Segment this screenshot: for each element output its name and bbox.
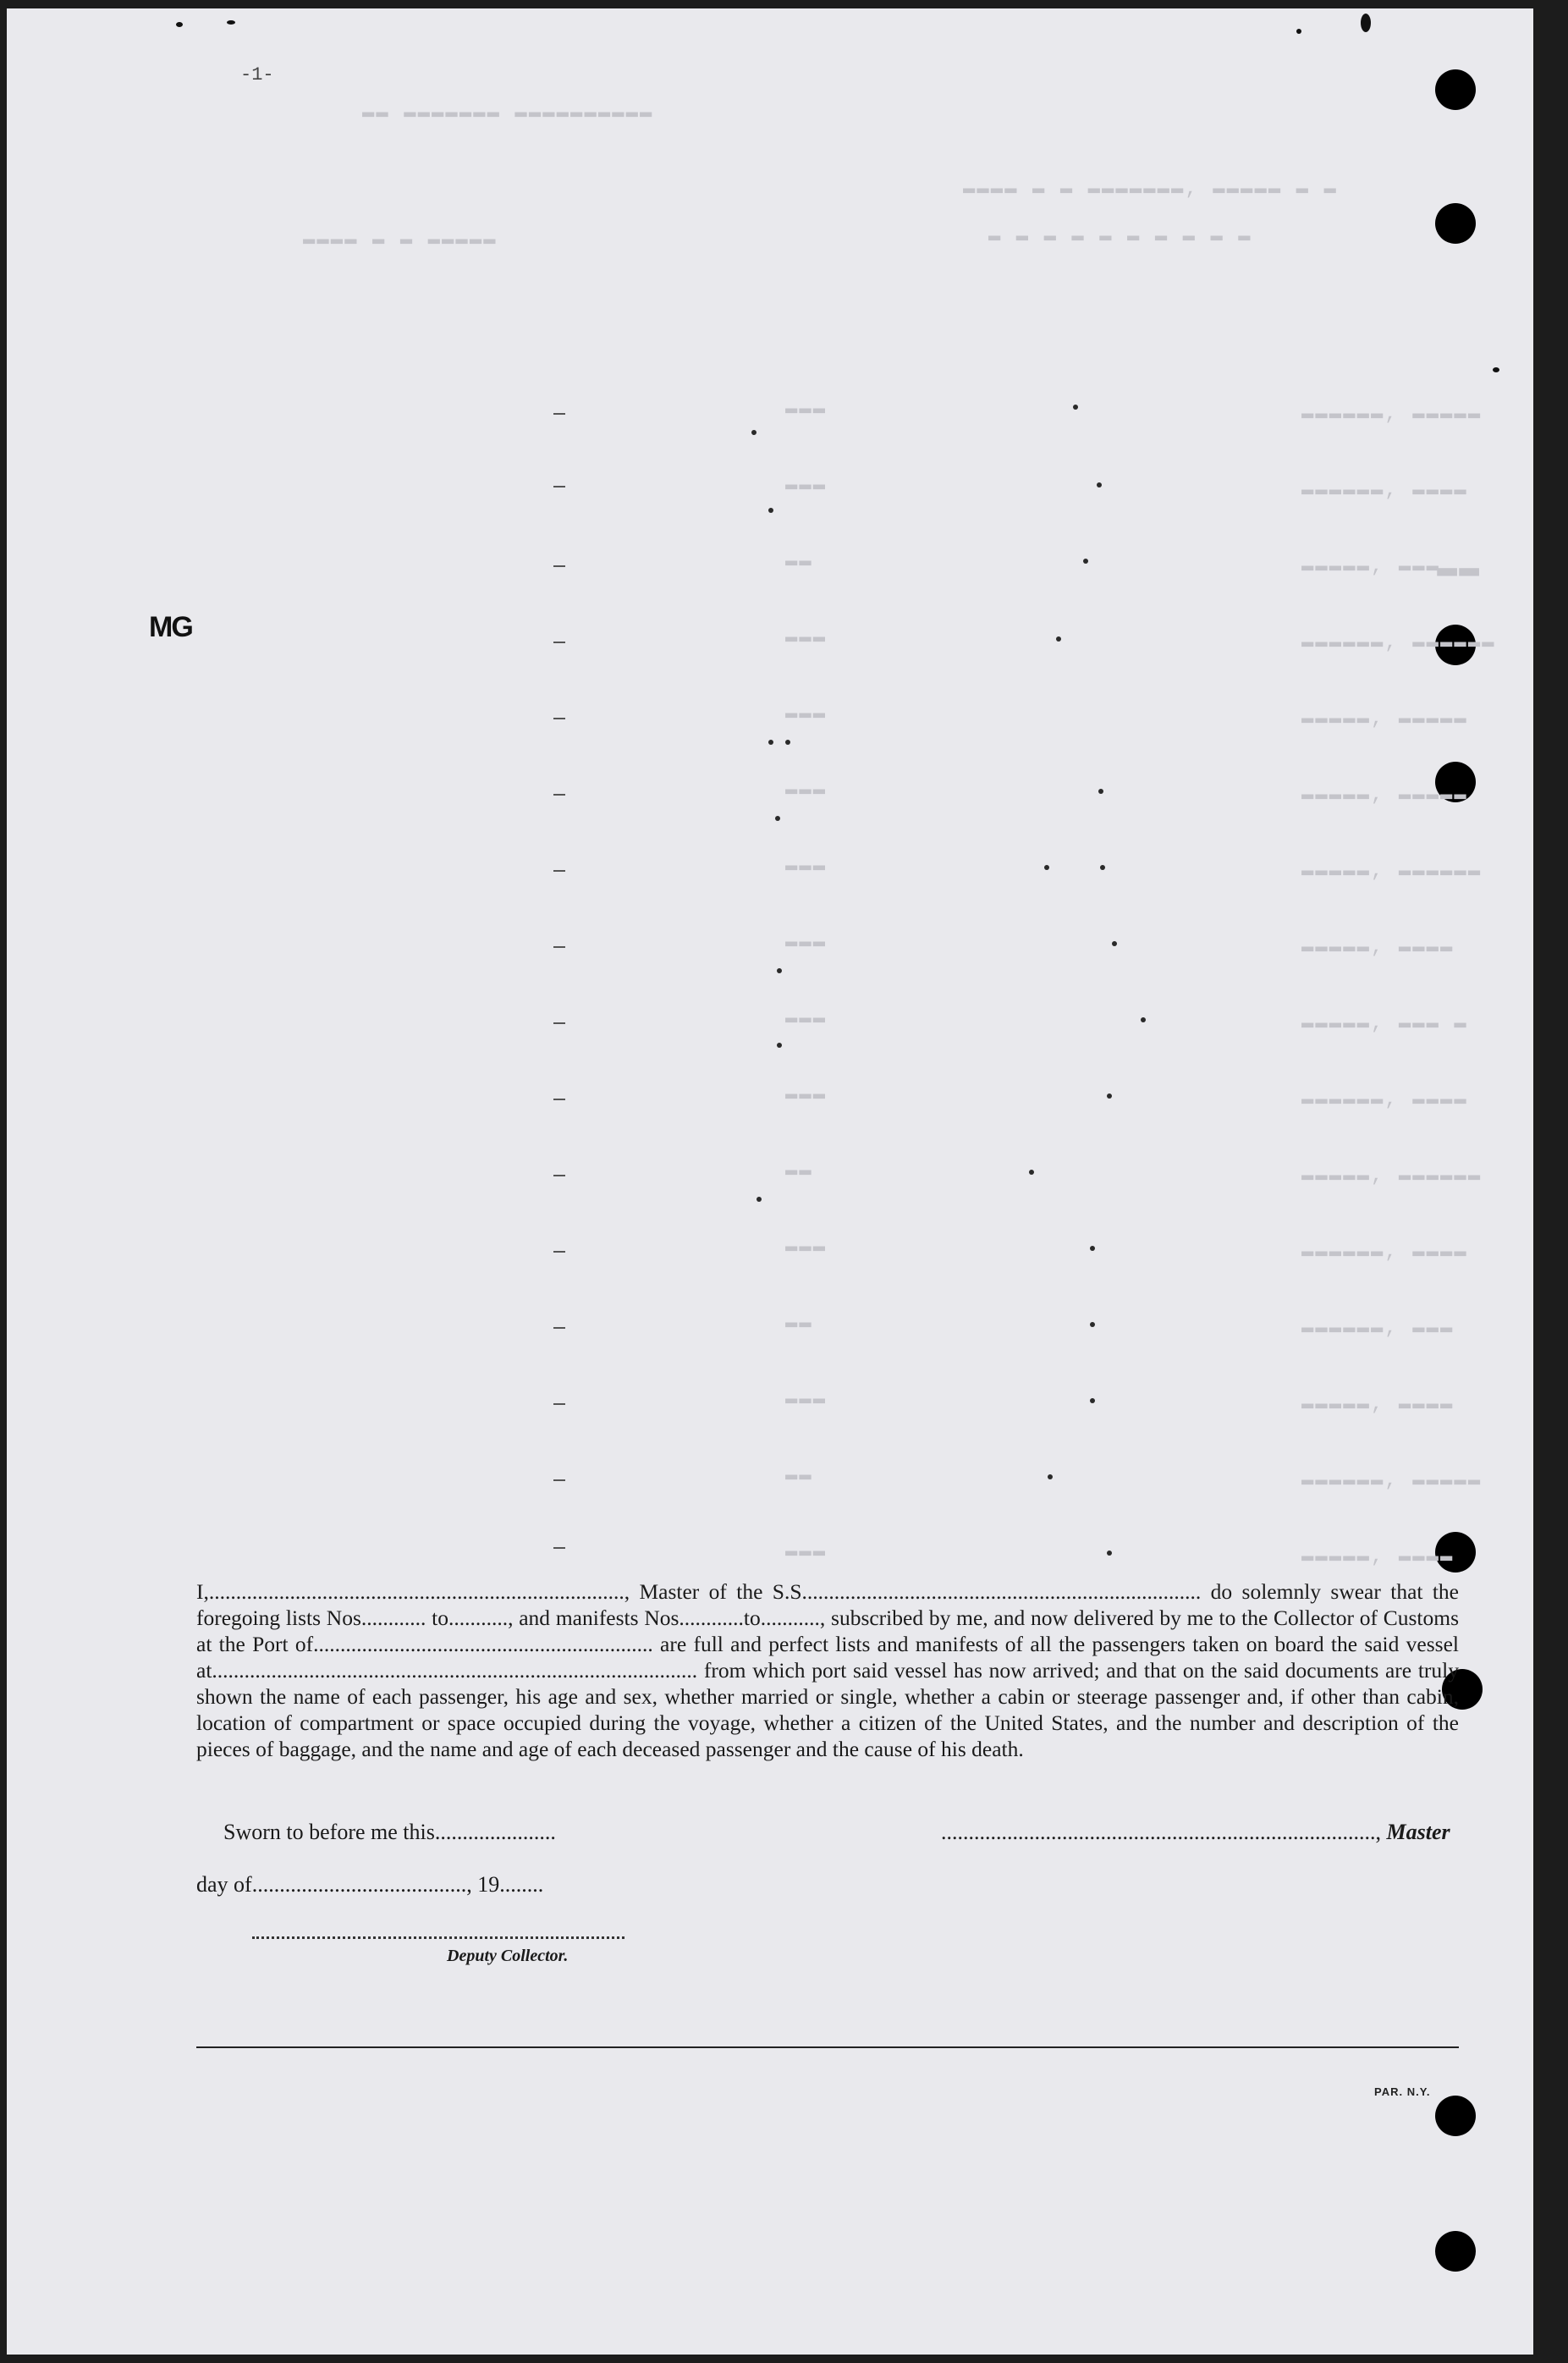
edge-speck: [1361, 14, 1371, 32]
ink-dot: [1107, 1093, 1112, 1099]
ghost-row: ▬▬▬▬▬, ▬▬▬▬: [1301, 936, 1455, 959]
ink-dot: [751, 430, 756, 435]
ink-dot: [1073, 405, 1078, 410]
oath-paragraph: I,............................................................................., Master of the S.S.......................................................................... do solemnly swear that the foregoing lists Nos............ to..........., and manifests Nos............to..........., subscribed by me, and now delivered by me to the Collector of Customs at the Port of............................................................... are full and perfect lists and manifests of all the passengers taken on board the said vessel at.......................................................................................... from which port said vessel has now arrived; and that on the said documents are truly shown the name of each passenger, his age and sex, whether married or single, whether a cabin or steerage passenger and, if other than cabin, location of compartment or space occupied during the voyage, whether a citizen of the United States, and the number and description of the pieces of baggage, and the name and age of each deceased passenger and the cause of his death.: [196, 1579, 1459, 1761]
master-signature-line: ...............................................................................,: [941, 1820, 1387, 1844]
ghost-row: ▬▬▬▬▬, ▬▬▬: [1301, 555, 1441, 578]
deputy-collector-label: Deputy Collector.: [447, 1947, 569, 1965]
dash-mark: [553, 413, 565, 415]
ink-dot: [768, 508, 773, 513]
ghost-age: ▬▬: [785, 1464, 813, 1487]
ink-dot: [1141, 1017, 1146, 1022]
ghost-age: ▬▬▬: [785, 474, 828, 497]
dash-mark: [553, 946, 565, 948]
master-label: Master: [1386, 1820, 1450, 1844]
edge-speck: [227, 20, 235, 25]
ghost-row: ▬▬▬▬▬▬, ▬▬▬▬▬▬: [1301, 631, 1496, 654]
ghost-row: ▬▬▬▬▬▬, ▬▬▬▬: [1301, 479, 1468, 502]
edge-speck: [1493, 367, 1499, 372]
ghost-header-1: ▬▬ ▬▬▬▬▬▬▬ ▬▬▬▬▬▬▬▬▬▬: [362, 102, 654, 124]
ink-dot: [768, 740, 773, 745]
ink-dot: [756, 1197, 762, 1202]
manifest-page: [7, 8, 1533, 2355]
ink-dot: [1044, 865, 1049, 870]
dash-mark: [553, 794, 565, 796]
ink-dot: [1097, 482, 1102, 487]
ghost-age: ▬▬▬: [785, 626, 828, 649]
punch-hole: [1435, 69, 1476, 110]
ghost-age: ▬▬▬: [785, 1236, 828, 1259]
dash-mark: [553, 718, 565, 719]
dash-mark: [553, 1175, 565, 1176]
ghost-age: ▬▬▬: [785, 1083, 828, 1106]
ghost-row: ▬▬▬▬▬▬, ▬▬▬▬▬: [1301, 1469, 1483, 1492]
ghost-row: ▬▬▬▬▬▬, ▬▬▬▬▬: [1301, 403, 1483, 426]
ghost-age: ▬▬▬: [785, 855, 828, 878]
dash-mark: [553, 642, 565, 643]
ghost-age: ▬▬▬: [785, 1540, 828, 1563]
ghost-row: ▬▬▬▬▬, ▬▬▬▬▬▬: [1301, 860, 1483, 883]
dash-mark: [553, 1327, 565, 1329]
form-code: PAR. N.Y.: [1374, 2085, 1431, 2098]
ink-dot: [1107, 1551, 1112, 1556]
ghost-age: ▬▬▬: [785, 398, 828, 421]
ghost-number: ▬▬: [1437, 550, 1482, 588]
ghost-row: ▬▬▬▬▬, ▬▬▬▬▬▬: [1301, 1165, 1483, 1187]
ghost-header-2: ▬▬▬▬ ▬ ▬ ▬▬▬▬▬▬▬, ▬▬▬▬▬ ▬ ▬: [963, 178, 1338, 201]
ink-dot: [1090, 1246, 1095, 1251]
ghost-age: ▬▬▬: [785, 702, 828, 725]
ghost-row: ▬▬▬▬▬▬, ▬▬▬▬: [1301, 1241, 1468, 1264]
ink-dot: [1083, 559, 1088, 564]
master-signature: [941, 1820, 1450, 1845]
ink-dot: [777, 1043, 782, 1048]
dash-mark: [553, 565, 565, 567]
ghost-age: ▬▬▬: [785, 1388, 828, 1411]
dash-mark: [553, 486, 565, 487]
ink-dot: [1098, 789, 1103, 794]
ink-stamp: MG: [149, 611, 192, 643]
ink-dot: [1048, 1474, 1053, 1479]
dash-mark: [553, 870, 565, 872]
dash-mark: [553, 1403, 565, 1405]
ink-dot: [785, 740, 790, 745]
ghost-row: ▬▬▬▬▬, ▬▬▬▬: [1301, 1393, 1455, 1416]
ink-dot: [1090, 1398, 1095, 1403]
ink-dot: [775, 816, 780, 821]
ghost-age: ▬▬▬: [785, 931, 828, 954]
ghost-header-4: ▬▬▬▬ ▬ ▬ ▬▬▬▬▬: [303, 229, 498, 251]
ghost-row: ▬▬▬▬▬, ▬▬▬ ▬: [1301, 1012, 1468, 1035]
bottom-rule: [196, 2046, 1459, 2048]
ghost-age: ▬▬: [785, 550, 813, 573]
punch-hole: [1435, 2096, 1476, 2136]
edge-speck: [1296, 29, 1301, 34]
ghost-age: ▬▬▬: [785, 1007, 828, 1030]
day-of-line: day of......................................., 19........: [196, 1872, 544, 1897]
edge-speck: [176, 22, 183, 27]
dash-mark: [553, 1479, 565, 1481]
page-marker: -1-: [240, 64, 274, 85]
ink-dot: [1090, 1322, 1095, 1327]
ghost-row: ▬▬▬▬▬, ▬▬▬▬▬: [1301, 784, 1468, 807]
ghost-age: ▬▬▬: [785, 779, 828, 801]
ink-dot: [1100, 865, 1105, 870]
ghost-row: ▬▬▬▬▬▬, ▬▬▬: [1301, 1317, 1455, 1340]
deputy-signature-line: [252, 1936, 624, 1939]
ink-dot: [1029, 1170, 1034, 1175]
dash-mark: [553, 1547, 565, 1549]
ink-dot: [1112, 941, 1117, 946]
punch-hole: [1435, 203, 1476, 244]
ink-dot: [1056, 636, 1061, 642]
ghost-row: ▬▬▬▬▬, ▬▬▬▬: [1301, 1545, 1455, 1568]
ghost-row: ▬▬▬▬▬▬, ▬▬▬▬: [1301, 1088, 1468, 1111]
dash-mark: [553, 1251, 565, 1253]
sworn-line: Sworn to before me this......................: [223, 1820, 556, 1844]
ghost-age: ▬▬: [785, 1159, 813, 1182]
ink-dot: [777, 968, 782, 973]
ghost-age: ▬▬: [785, 1312, 813, 1335]
dash-mark: [553, 1022, 565, 1024]
ghost-header-3: ▬ ▬ ▬ ▬ ▬ ▬ ▬ ▬ ▬ ▬: [988, 225, 1252, 248]
dash-mark: [553, 1099, 565, 1100]
punch-hole: [1435, 2231, 1476, 2272]
ghost-row: ▬▬▬▬▬, ▬▬▬▬▬: [1301, 708, 1468, 730]
